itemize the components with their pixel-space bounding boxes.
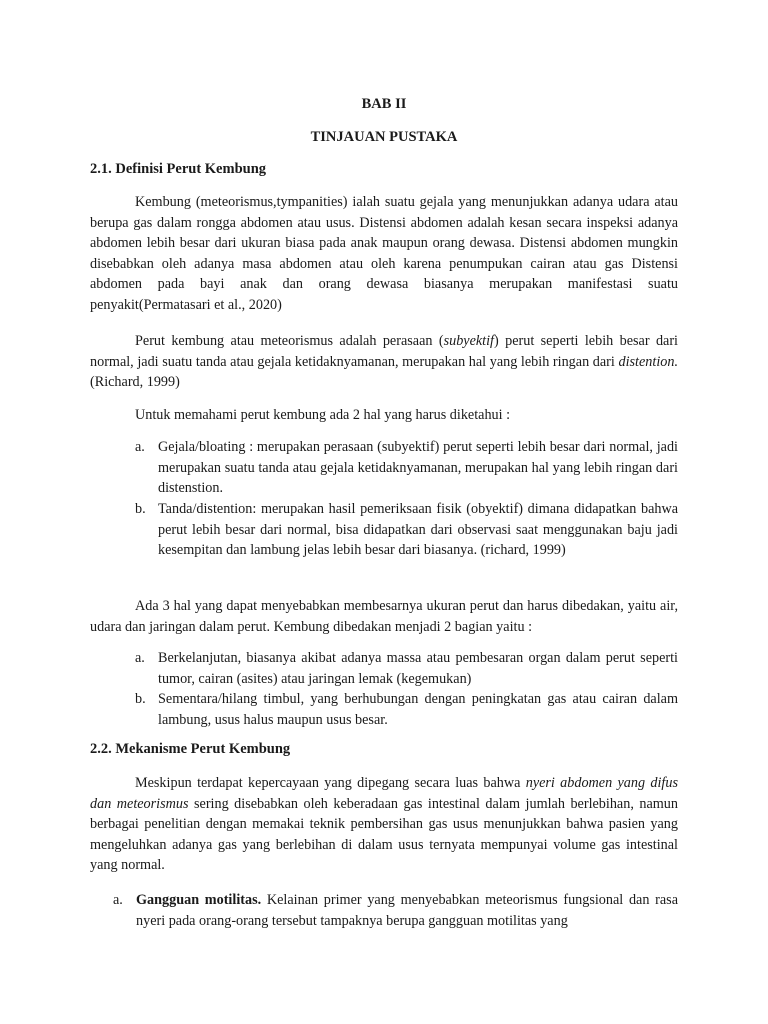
- list-marker: a.: [113, 892, 123, 908]
- paragraph-mekanisme: Meskipun terdapat kepercayaan yang dipegang secara luas bahwa nyeri abdomen yang difus dan meteorismus sering disebabkan oleh keberadaan gas intestinal dalam jumlah berlebihan, namun berbagai penelitian dengan memakai teknik pembersihan gas usus menunjukkan bahwa pasien yang mengeluhkan adanya gas yang berlebihan di dalam usus ternyata mempunyai volume gas intestinal yang normal.: [90, 775, 678, 873]
- paragraph-three-causes: Ada 3 hal yang dapat menyebabkan membesarnya ukuran perut dan harus dibedakan, yaitu air, udara dan jaringan dalam perut. Kembung dibedakan menjadi 2 bagian yaitu :: [90, 598, 678, 635]
- list-marker: a.: [135, 439, 145, 455]
- section-heading-2-1: 2.1. Definisi Perut Kembung: [90, 161, 267, 177]
- paragraph-definition: Kembung (meteorismus,tympanities) ialah suatu gejala yang menunjukkan adanya udara atau berupa gas dalam rongga abdomen atau usus. Distensi abdomen adalah kesan secara inspeksi adanya abdomen lebih besar dari ukuran biasa pada anak maupun orang dewasa. Distensi abdomen mungkin disebabkan oleh adanya masa abdomen atau oleh karena penumpukan cairan atau gas Distensi abdomen pada bayi anak dan orang dewasa biasanya merupakan manifestasi suatu penyakit(Permatasari et al., 2020): [90, 194, 678, 313]
- list-item: [135, 437, 678, 499]
- chapter-number: BAB II: [361, 96, 407, 112]
- list-item-text: Gangguan motilitas. Kelainan primer yang menyebabkan meteorismus fungsional dan rasa nyeri pada orang-orang tersebut tampaknya berupa gangguan motilitas yang: [136, 892, 678, 929]
- chapter-title: TINJAUAN PUSTAKA: [310, 129, 458, 145]
- list-marker: a.: [135, 650, 145, 666]
- list-item: [135, 689, 678, 730]
- list-item-text: Gejala/bloating : merupakan perasaan (subyektif) perut seperti lebih besar dari normal, jadi merupakan suatu tanda atau gejala ketidaknyamanan, merupakan hal yang lebih ringan dari distenstion.: [158, 439, 678, 496]
- list-item: [113, 890, 678, 931]
- paragraph-perut-kembung: Perut kembung atau meteorismus adalah perasaan (subyektif) perut seperti lebih besar dari normal, jadi suatu tanda atau gejala ketidaknyamanan, merupakan hal yang lebih ringan dari distention. (Richard, 1999): [90, 333, 678, 390]
- paragraph-two-things: Untuk memahami perut kembung ada 2 hal yang harus diketahui :: [135, 407, 511, 423]
- list-item: [135, 648, 678, 689]
- list-item-text: Sementara/hilang timbul, yang berhubungan dengan peningkatan gas atau cairan dalam lambung, usus halus maupun usus besar.: [158, 691, 678, 728]
- list-marker: b.: [135, 691, 146, 707]
- list-item: [135, 499, 678, 561]
- list-item-text: Tanda/distention: merupakan hasil pemeriksaan fisik (obyektif) dimana didapatkan bahwa perut lebih besar dari normal, bisa didapatkan dari observasi saat menggunakan baju jadi kesempitan dan lambung jelas lebih besar dari biasanya. (richard, 1999): [158, 501, 678, 558]
- list-item-text: Berkelanjutan, biasanya akibat adanya massa atau pembesaran organ dalam perut seperti tumor, cairan (asites) atau jaringan lemak (kegemukan): [158, 650, 678, 687]
- list-marker: b.: [135, 501, 146, 517]
- section-heading-2-2: 2.2. Mekanisme Perut Kembung: [90, 741, 291, 757]
